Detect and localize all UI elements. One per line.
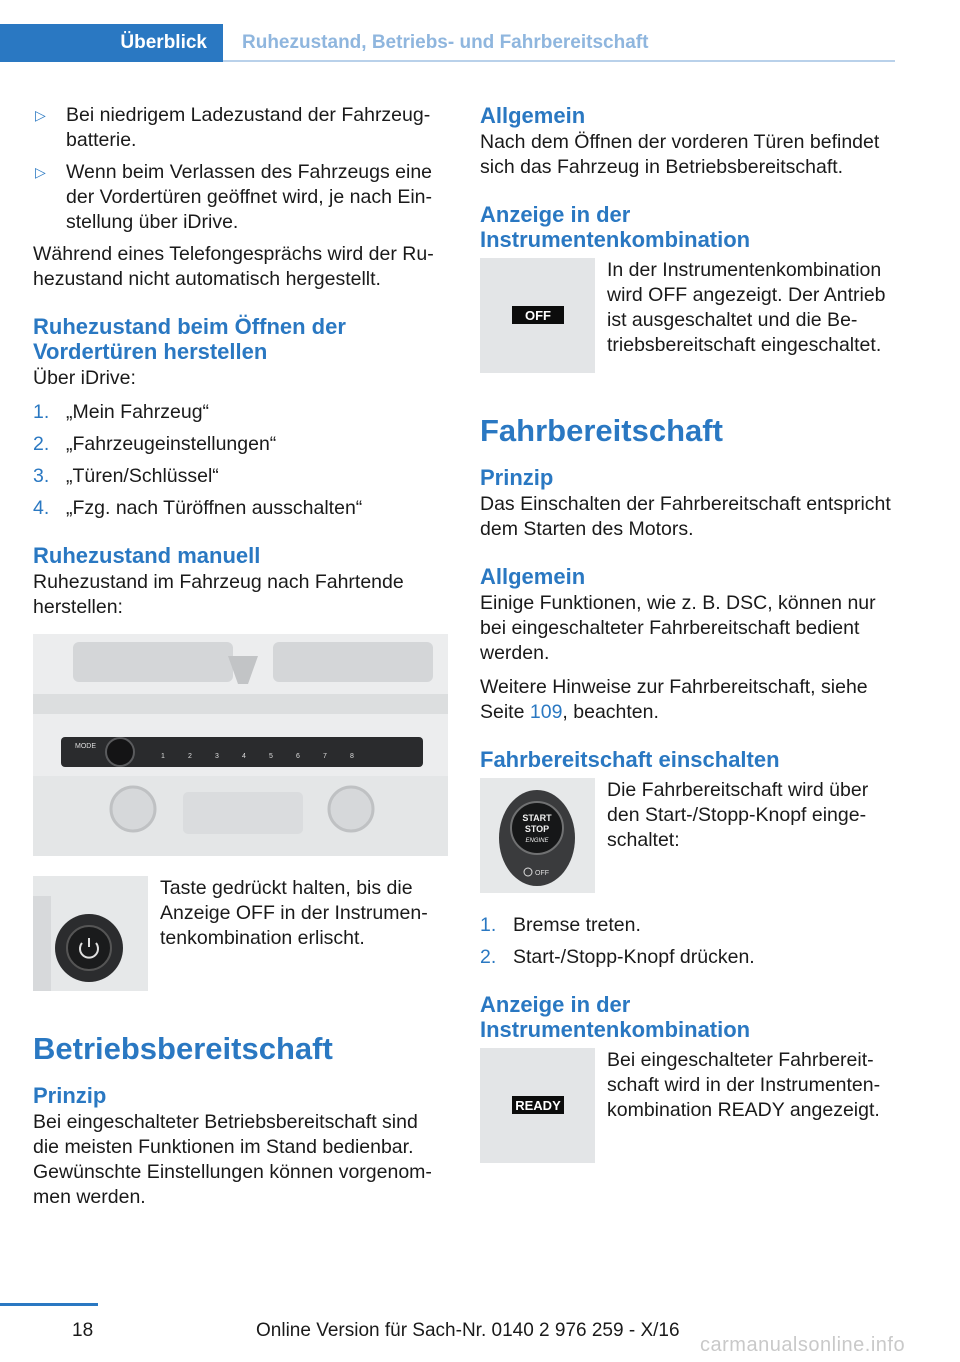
page-link[interactable]: 109 [529,701,563,723]
section-heading: Anzeige in der Instrumentenkombination [480,202,751,252]
header-divider [223,60,895,62]
preset-key-label: 6 [296,753,300,760]
list-number: 3. [33,465,50,487]
section-heading: Prinzip [480,465,554,490]
bullet-item [33,160,448,235]
list-item [33,400,448,425]
paragraph: Ruhezustand im Fahrzeug nach Fahrtende herstellen: [33,571,404,618]
start-stop-button-photo [480,778,595,893]
preset-key-label: 1 [161,753,165,760]
paragraph: Taste gedrückt halten, bis die Anzeige OFF in der Instrumentenkombination erlischt. [160,877,428,949]
list-text: „Mein Fahrzeug“ [66,401,210,423]
engine-label: ENGINE [525,838,549,844]
paragraph: Bei eingeschalteter Fahrbereitschaft wird in der Instrumentenkombination READY angezeigt. [607,1049,881,1121]
ready-badge: READY [512,1096,564,1114]
left-column [33,103,448,1219]
power-knob-icon [33,876,148,991]
section-heading: Prinzip [33,1083,107,1108]
chapter-heading: Fahrbereitschaft [480,413,723,448]
tab-ruhezustand[interactable]: Ruhezustand, Betriebs- und Fahrbereitschaft [242,32,649,53]
list-item [33,432,448,457]
paragraph [480,675,895,725]
off-label: OFF [535,870,549,877]
figure-row [480,258,895,373]
footer-rule [0,1303,98,1306]
list-text: „Fahrzeugeinstellungen“ [66,433,277,455]
list-number: 2. [33,433,50,455]
paragraph: Nach dem Öffnen der vorderen Türen befindet sich das Fahrzeug in Betriebsbereitschaft. [480,131,880,178]
list-item [33,496,448,521]
preset-key-label: 8 [350,753,354,760]
chapter-heading: Betriebsbereitschaft [33,1031,333,1066]
section-heading: Allgemein [480,564,586,589]
list-text: Bremse treten. [513,914,641,936]
steps-list [33,400,448,521]
figure-row [480,1048,895,1163]
center-console-photo [33,634,448,856]
right-column [480,103,895,1183]
figure-row [480,778,895,893]
triangle-bullet-icon: ▷ [35,107,46,123]
paragraph: Einige Funktionen, wie z. B. DSC, können nur bei eingeschalteter Fahrbereitschaft bedient werden. [480,592,876,664]
start-stop-icon [480,778,595,893]
display-off-image [480,258,595,373]
preset-key-label: 2 [188,753,192,760]
preset-key-label: 7 [323,753,327,760]
bullet-text: Wenn beim Verlassen des Fahrzeugs eine der Vordertüren geöffnet wird, je nach Einstellung über iDrive. [66,161,433,233]
section-heading: Anzeige in der Instrumentenkombination [480,992,751,1042]
list-item [33,464,448,489]
tab-ueberblick[interactable]: Überblick [0,24,223,62]
preset-key-label: 5 [269,753,273,760]
online-version-note: Online Version für Sach-Nr. 0140 2 976 259 - X/16 [256,1320,680,1341]
figure-row [33,876,448,991]
watermark: carmanualsonline.info [700,1334,906,1356]
text-fragment: , beachten. [562,701,659,723]
preset-key-label: 3 [215,753,219,760]
power-button-photo [33,876,148,991]
bullet-item [33,103,448,153]
page-header [0,24,895,62]
list-item [480,913,895,938]
list-number: 4. [33,497,50,519]
display-ready-image [480,1048,595,1163]
list-item [480,945,895,970]
center-console-illustration [33,634,448,856]
list-number: 1. [480,914,497,936]
list-text: „Türen/Schlüssel“ [66,465,219,487]
list-number: 1. [33,401,50,423]
bullet-text: Bei niedrigem Ladezustand der Fahrzeugbatterie. [66,104,431,151]
page-number: 18 [72,1320,94,1341]
paragraph: Bei eingeschalteter Betriebsbereitschaft sind die meisten Funktionen im Stand bedienbar. Gewünschte Einstellungen können vorgenommen werden. [33,1111,432,1208]
off-badge: OFF [512,306,564,324]
paragraph: Die Fahrbereitschaft wird über den Start-/Stopp-Knopf eingeschaltet: [607,779,869,851]
list-number: 2. [480,946,497,968]
mode-label: MODE [75,743,96,750]
list-text: „Fzg. nach Türöffnen ausschalten“ [66,497,363,519]
text-fragment: Weitere Hinweise zur Fahrbereitschaft, siehe Seite [480,676,868,723]
section-heading: Allgemein [480,103,586,128]
paragraph: Während eines Telefongesprächs wird der Ruhezustand nicht automatisch hergestellt. [33,243,434,290]
start-label: START [522,813,552,823]
triangle-bullet-icon: ▷ [35,164,46,180]
preset-key-label: 4 [242,753,246,760]
section-heading: Ruhezustand beim Öffnen der Vordertüren herstellen [33,314,346,364]
section-heading: Ruhezustand manuell [33,543,261,568]
stop-label: STOP [524,824,550,834]
steps-list [480,913,895,970]
paragraph: In der Instrumentenkombination wird OFF angezeigt. Der Antrieb ist ausgeschaltet und die Betriebsbereitschaft eingeschaltet. [607,259,886,356]
paragraph: Über iDrive: [33,367,136,389]
paragraph: Das Einschalten der Fahrbereitschaft entspricht dem Starten des Motors. [480,493,891,540]
section-heading: Fahrbereitschaft einschalten [480,747,780,772]
list-text: Start-/Stopp-Knopf drücken. [513,946,755,968]
